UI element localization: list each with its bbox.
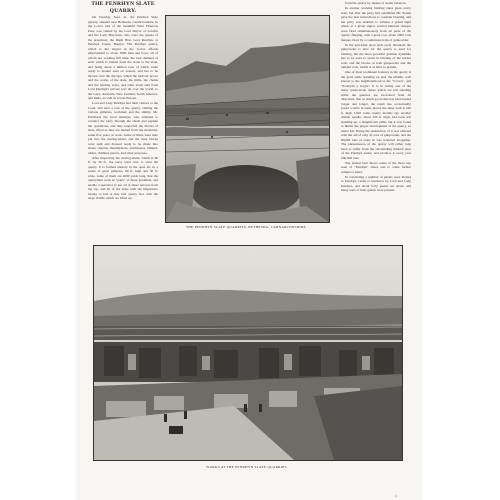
top-photo-caption: THE PENRHYN SLATE QUARRIES, BETHESDA, CARNARVONSHIRE. — [185, 225, 308, 229]
article-paragraph: In the gun-bank upon each early mountain the gunpowder is shot for the quarry is used for blasting, but the more powerful gelatine dynamite has to be used to assist in blasting of the harder rock, and the blocks of both gunpowder and the lamded rock, which is as hard as granite. — [341, 42, 411, 70]
quarry-works-photo — [93, 245, 403, 461]
page-number: 4 — [395, 494, 397, 498]
article-paragraph: On Tuesday, Sept. 21, the Penrhyn Slate Quarry, situated near Bethesda, Carnarvonshire, in the Lower end of the beautiful Nant Ffrancon Pass, was visited by the Lord Mayor of London and the Lady Mayoress, who were the guests of the proprietor, the Right Hon. Lord Penrhyn, at Penrhyn Castle, Bangor. The Penrhyn quarry, which is the largest in the world, affords employment to about 3000 men and boys, all of whom are working full time, the best demand of each which is trained from the stone to the slate, and being about a million tons of which when ready to market seen on vessels, and has to be thrown over the dip tips, which the harbour grows and the works of the slate, the mills, the chains and the hauling ways, and other stone sent from Lord Penrhyn's private port all over the world, to the Cape, Australia, New Zealand, South America, and India, as well as across Europe. — [88, 15, 158, 100]
headline-line-2: QUARRY. — [109, 7, 137, 14]
article-paragraph: In another working blasting takes place every hour, but after the party had assembled Mr. Young gave the best instructions to consider blasting, and the party was enabled to witness a grand sight when, at a given signal, several hundred charges were fired simultaneously from all parts of the quarry, flinging, with a great roar, about 2000 rock masses, fired by a continuous train of gunpowder. — [341, 6, 411, 42]
article-paragraph: One of most prominent features in the quarry is the great settle standing up near the middle, well known to the neighbourhood as the "Crown", and "Ponnydd y Gwyn". It is in reality one of the many green-stone dykes which are left standing while the quarries are excavated from all directions, that so much good slate has been buried longer and longer, the result has occasionally posed a settle in some places the sheer wall is 220 ft. high. Until some twenty months ago another similar needle, about 220 ft. high, had been left standing up, a magnificent pillar, but it was found to hinder the proper development of the quarry, so under Mr. Young the destruction of it was effected with the aid of only 41 tons of gunpowder, and the 80,000 tons of stone in was scattered altogether. The phenomenon of the quarry will rather long been to suffer from the surrounding mineral sites of the Penrhyn estate, and produce it every year 200,000 tons. — [341, 70, 411, 160]
article-column-right — [341, 1, 411, 237]
article-paragraph: from the quarry by means of steam balances. — [345, 1, 407, 5]
headline-line-1: THE PENRHYN SLATE — [91, 1, 155, 7]
article-column-left — [88, 15, 158, 238]
article-paragraph: The annual beat shows some of the more trip seen of "Penrhyn" slates and to some further sample to hand. — [341, 160, 411, 174]
article-paragraph: Lord and Lady Penrhyn had their visitors to the Coed, and next a tour of the quarry, visiting the various galleries, workmen and the smithy. Mr. Pritchard, the local manager, who attended to conduct the party through the sheds and explain the operations, and they inspected the blocks of slate, lifted as they are hauled from the mountain, some five years of work. Some of these were then put into the sawing-tables, and the slate blocks were split and dressed ready to be made into slates, cisterns, mantelpieces, tombstones, billiard-tables, chimney-pieces, and other purposes. — [88, 101, 158, 155]
article-headline — [88, 1, 158, 14]
article-paragraph: In concluding a number of guests were invited to Penrhyn Castle to luncheon by Lord and Lady Penrhyn, and about forty guests sat down, and many sons of their guests were present. — [341, 174, 411, 193]
bottom-photo-caption: WORKS AT THE PENRHYN SLATE QUARRIES. — [206, 465, 288, 469]
quarry-works-illustration — [94, 246, 402, 460]
quarry-terraces-photo — [165, 15, 330, 223]
quarry-terraces-illustration — [166, 16, 329, 222]
article-paragraph: After inspecting the sawing-sheds, which is 60 ft. by 36 ft., the party went over to view the quarry. It is formed entirely in the open air, in a series of great galleries, 60 ft. high and 50 ft. wide, some of them are 2000 yards long, that the quarrymen work in "pairs" of these gradients, and enable a spectator to see all of these terraces from the top, and all of the sides with the impressive beauty to feel at this vast quarry face with the steps visible which are lifted up — [88, 155, 158, 201]
